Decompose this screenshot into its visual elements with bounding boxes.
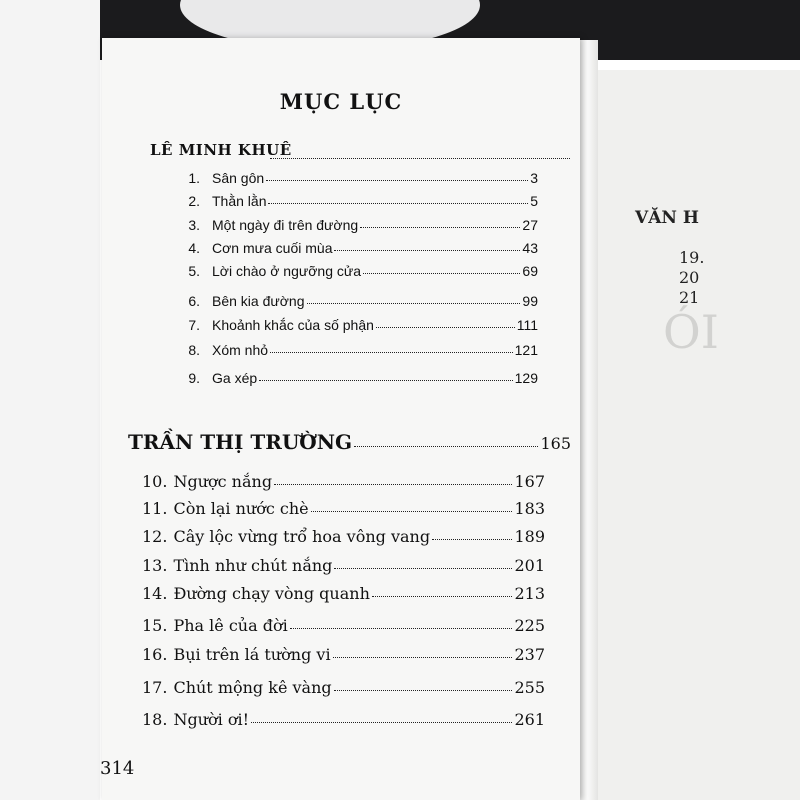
- leader-dots: [334, 250, 520, 251]
- toc-entry: [142, 472, 545, 491]
- entry-title: Cây lộc vừng trổ hoa vông vang: [173, 527, 431, 546]
- entry-page: 167: [514, 472, 545, 491]
- entry-page: 261: [514, 710, 545, 729]
- entry-number: 9.: [188, 370, 200, 386]
- entry-number: 10.: [142, 472, 168, 491]
- toc-page: [102, 38, 580, 800]
- leader-dots: [334, 568, 512, 569]
- entry-page: 121: [514, 342, 538, 358]
- page-title: MỤC LỤC: [279, 89, 403, 114]
- leader-dots: [266, 180, 528, 181]
- toc-entry: [172, 217, 538, 233]
- entry-number: 2.: [188, 193, 200, 209]
- toc-entry: [172, 170, 538, 186]
- entry-title: Người ơi!: [173, 710, 250, 729]
- entry-title: Còn lại nước chè: [173, 499, 309, 518]
- entry-number: 14.: [142, 584, 168, 603]
- right-page-ghost-text: ÓI: [663, 305, 719, 359]
- toc-entry: [142, 556, 545, 575]
- entry-title: Cơn mưa cuối mùa: [212, 240, 333, 256]
- leader-dots: [270, 158, 570, 159]
- leader-dots: [363, 273, 520, 274]
- leader-dots: [360, 227, 520, 228]
- entry-title: Bụi trên lá tường vi: [173, 645, 331, 664]
- toc-entry: [172, 193, 538, 209]
- toc-entry: [172, 263, 538, 279]
- entry-number: 16.: [142, 645, 168, 664]
- entry-page: 129: [514, 370, 538, 386]
- toc-entry: [142, 710, 545, 729]
- entry-page: 99: [522, 293, 538, 309]
- entry-page: 69: [522, 263, 538, 279]
- entry-page: 5: [530, 193, 538, 209]
- leader-dots: [251, 722, 512, 723]
- entry-page: 237: [514, 645, 545, 664]
- entry-title: Ngược nắng: [173, 472, 273, 491]
- entry-title: Khoảnh khắc của số phận: [212, 317, 374, 333]
- toc-entry: [172, 293, 538, 309]
- entry-page: 201: [514, 556, 545, 575]
- entry-title: Đường chạy vòng quanh: [173, 584, 370, 603]
- entry-title: Tình như chút nắng: [173, 556, 333, 575]
- entry-title: Lời chào ở ngưỡng cửa: [212, 263, 362, 279]
- leader-dots: [311, 511, 513, 512]
- toc-entry: [142, 678, 545, 697]
- leader-dots: [274, 484, 512, 485]
- entry-page: 225: [514, 616, 545, 635]
- entry-page: 213: [514, 584, 545, 603]
- section-author: TRẦN THỊ TRƯỜNG: [128, 430, 353, 454]
- entry-title: Một ngày đi trên đường: [212, 217, 359, 233]
- author-page: 165: [540, 434, 571, 453]
- entry-number: 7.: [188, 317, 200, 333]
- right-page-heading: VĂN H: [635, 208, 699, 228]
- entry-page: 3: [530, 170, 538, 186]
- entry-page: 111: [516, 317, 538, 333]
- leader-dots: [333, 657, 513, 658]
- entry-title: Pha lê của đời: [173, 616, 288, 635]
- entry-number: 8.: [188, 342, 200, 358]
- right-page-item: 19.: [679, 248, 705, 267]
- entry-title: Chút mộng kê vàng: [173, 678, 332, 697]
- leader-dots: [432, 539, 512, 540]
- entry-title: Bên kia đường: [212, 293, 305, 309]
- toc-entry: [172, 342, 538, 358]
- section-author-row: [128, 430, 571, 454]
- entry-title: Xóm nhỏ: [212, 342, 269, 358]
- toc-entry: [172, 240, 538, 256]
- toc-entry: [172, 370, 538, 386]
- entry-number: 15.: [142, 616, 168, 635]
- entry-number: 5.: [188, 263, 200, 279]
- leader-dots: [307, 303, 521, 304]
- entry-number: 4.: [188, 240, 200, 256]
- leader-dots: [372, 596, 513, 597]
- section-author: LÊ MINH KHUÊ: [150, 141, 292, 159]
- toc-entry: [142, 584, 545, 603]
- leader-dots: [290, 628, 513, 629]
- background-left: [0, 0, 100, 800]
- right-page-item: 21: [679, 288, 700, 307]
- right-page-item: 20: [679, 268, 700, 287]
- leader-dots: [354, 446, 538, 447]
- entry-number: 11.: [142, 499, 168, 518]
- toc-entry: [142, 527, 545, 546]
- leader-dots: [270, 352, 513, 353]
- entry-title: Sân gôn: [212, 170, 265, 186]
- entry-number: 1.: [188, 170, 200, 186]
- entry-number: 12.: [142, 527, 168, 546]
- toc-entry: [142, 499, 545, 518]
- entry-number: 13.: [142, 556, 168, 575]
- entry-page: 43: [522, 240, 538, 256]
- toc-entry: [172, 317, 538, 333]
- entry-number: 17.: [142, 678, 168, 697]
- leader-dots: [376, 327, 515, 328]
- entry-number: 3.: [188, 217, 200, 233]
- entry-page: 183: [514, 499, 545, 518]
- entry-number: 18.: [142, 710, 168, 729]
- entry-title: Thằn lằn: [212, 193, 267, 209]
- toc-entry: [142, 645, 545, 664]
- leader-dots: [259, 380, 513, 381]
- right-page: [588, 70, 800, 800]
- entry-number: 6.: [188, 293, 200, 309]
- leader-dots: [334, 690, 513, 691]
- entry-title: Ga xép: [212, 370, 258, 386]
- leader-dots: [268, 203, 528, 204]
- entry-page: 255: [514, 678, 545, 697]
- entry-page: 27: [522, 217, 538, 233]
- toc-entry: [142, 616, 545, 635]
- entry-page: 189: [514, 527, 545, 546]
- page-number: 314: [100, 758, 135, 779]
